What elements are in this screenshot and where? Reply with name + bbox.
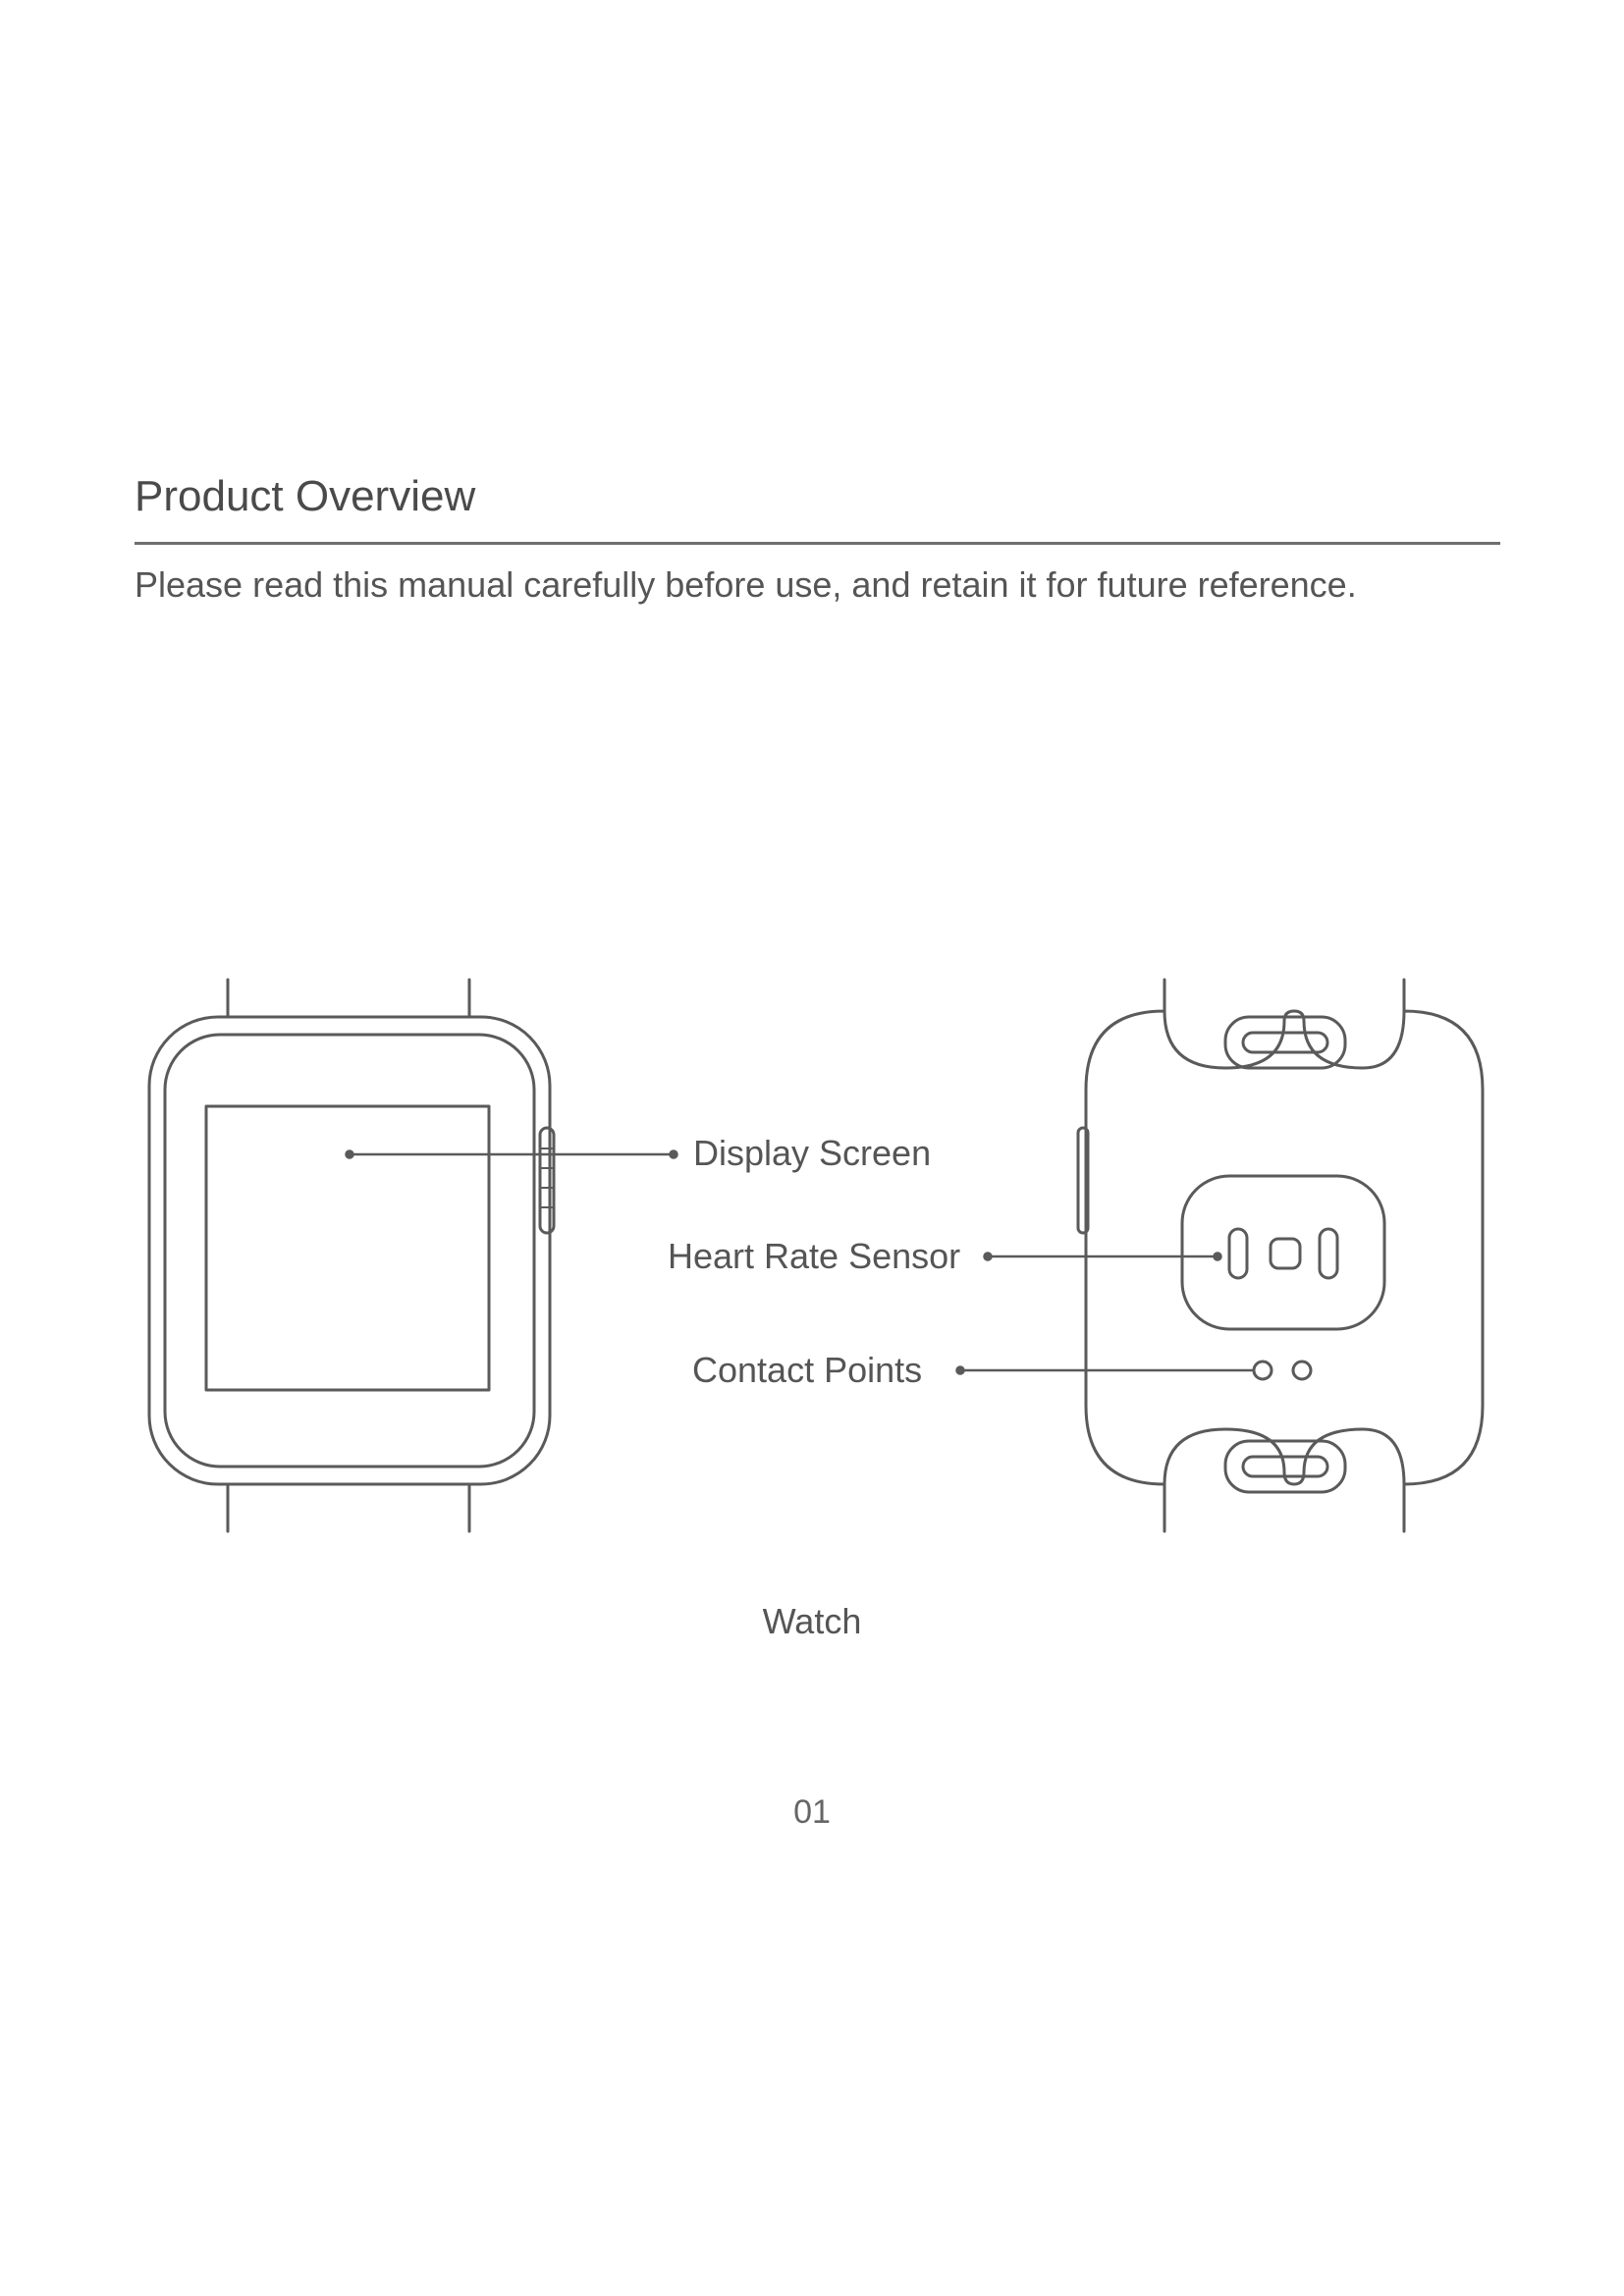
callout-heart-rate-sensor: Heart Rate Sensor — [668, 1236, 961, 1276]
front-strap-top — [228, 980, 469, 1017]
section-title: Product Overview — [135, 472, 476, 520]
contact-point-left — [1254, 1362, 1272, 1379]
watch-front-view — [149, 980, 554, 1531]
back-side-button — [1078, 1128, 1088, 1233]
front-strap-bottom — [228, 1484, 469, 1531]
top-strap-lug-inner — [1243, 1033, 1327, 1052]
callout-contact-points: Contact Points — [692, 1350, 923, 1390]
sensor-housing — [1182, 1176, 1384, 1329]
callout-display-screen: Display Screen — [693, 1133, 932, 1173]
sensor-led-right — [1320, 1229, 1337, 1278]
sensor-led-left — [1229, 1229, 1247, 1278]
page-number: 01 — [793, 1793, 831, 1831]
intro-text: Please read this manual carefully before use, and retain it for future reference. — [135, 564, 1357, 605]
display-screen — [206, 1106, 489, 1390]
side-button — [540, 1128, 554, 1233]
contact-point-right — [1293, 1362, 1311, 1379]
front-case-inner — [165, 1035, 534, 1467]
heart-rate-sensor — [1271, 1239, 1300, 1268]
figure-caption: Watch — [762, 1601, 862, 1641]
